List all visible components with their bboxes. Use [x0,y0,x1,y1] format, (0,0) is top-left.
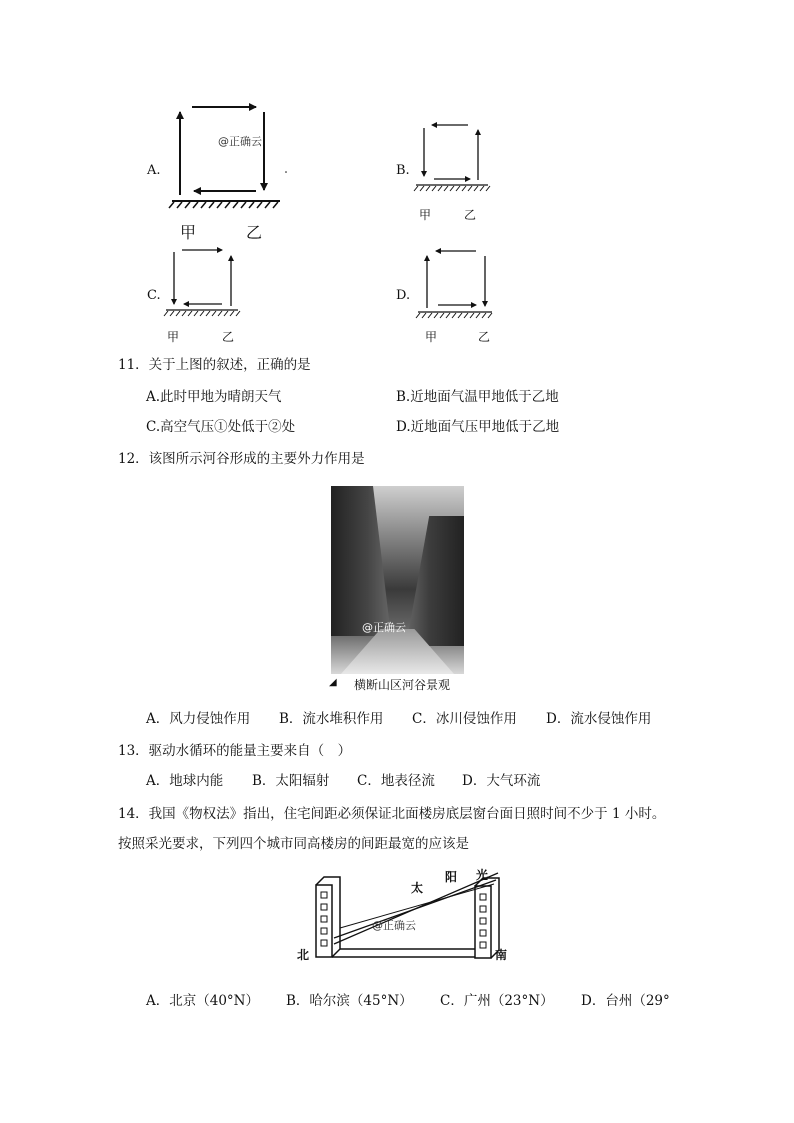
sun-char-3: 光 [476,868,489,882]
label-jia: 甲 [425,330,438,344]
option-b: B．哈尔滨（45°N） [286,993,413,1009]
label-yi: 乙 [464,208,477,222]
option-d-label: D. [396,288,411,303]
label-yi: 乙 [246,223,263,242]
south-label: 南 [495,948,508,962]
label-jia: 甲 [419,208,432,222]
photo-caption: 横断山区河谷景观 [354,678,451,692]
option-d: D．台州（29° [581,993,670,1009]
option-b: B．流水堆积作用 [279,711,384,727]
option-a-label: A. [147,163,161,178]
caption-mark: ◢ [329,677,337,688]
sun-char-1: 太 [411,881,424,895]
question-stem: 12．该图所示河谷形成的主要外力作用是 [118,451,365,467]
option-a: A．地球内能 [146,773,224,789]
option-c: C．冰川侵蚀作用 [412,711,517,727]
label-yi: 乙 [222,330,235,344]
option-b: B.近地面气温甲地低于乙地 [396,389,559,405]
question-stem-line2: 按照采光要求，下列四个城市同高楼房的间距最宽的应该是 [118,836,469,852]
label-jia: 甲 [167,330,180,344]
option-a: A．北京（40°N） [146,993,259,1009]
option-b-label: B. [396,163,410,178]
question-stem: 11．关于上图的叙述，正确的是 [118,357,311,373]
option-c: C．地表径流 [357,773,435,789]
option-a: A．风力侵蚀作用 [146,711,251,727]
watermark: @正确云 [362,621,406,634]
watermark: @正确云 [372,919,416,932]
option-c-label: C. [147,288,161,303]
label-jia: 甲 [180,223,197,242]
option-d: D.近地面气压甲地低于乙地 [396,419,560,435]
question-stem: 13．驱动水循环的能量主要来自（ ） [118,743,352,759]
option-c: C.高空气压①处低于②处 [146,419,296,435]
north-label: 北 [297,948,310,962]
option-b: B．太阳辐射 [252,773,330,789]
option-d: D．流水侵蚀作用 [546,711,652,727]
question-stem-line1: 14．我国《物权法》指出，住宅间距必须保证北面楼房底层窗台面日照时间不少于 1 小时。 [118,806,666,822]
option-d: D．大气环流 [462,773,541,789]
label-yi: 乙 [478,330,491,344]
option-a: A.此时甲地为晴朗天气 [146,389,282,405]
watermark: @正确云 [218,135,262,148]
sun-char-2: 阳 [445,870,458,884]
option-c: C．广州（23°N） [440,993,554,1009]
